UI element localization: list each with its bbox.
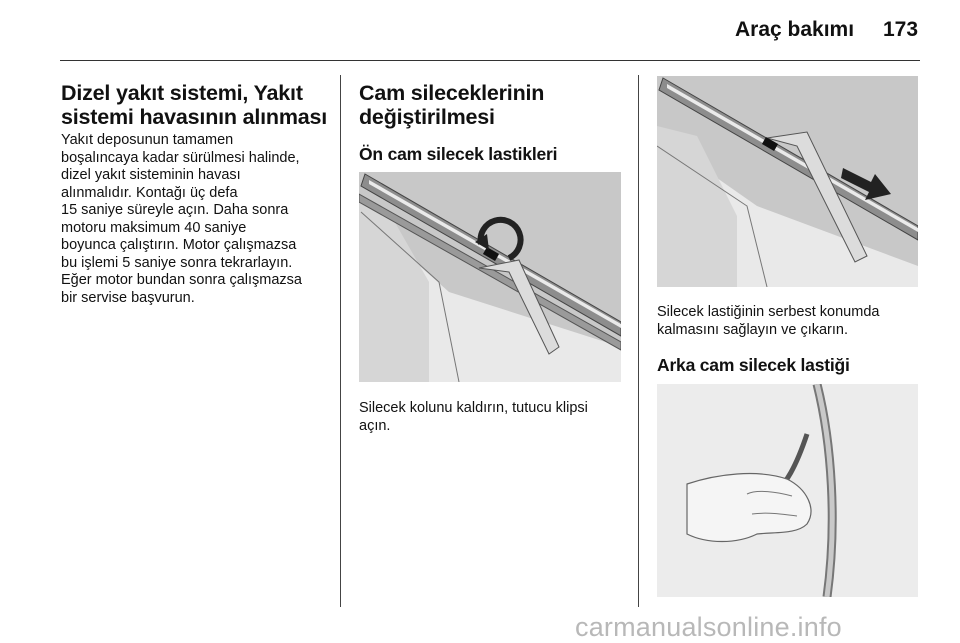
- body-line: boşalıncaya kadar sürülmesi halinde,: [61, 149, 300, 166]
- body-line: bu işlemi 5 saniye sonra tekrarlayın.: [61, 254, 293, 271]
- caption-line: Silecek kolunu kaldırın, tutucu klipsi: [359, 400, 588, 416]
- heading-line: Dizel yakıt sistemi, Yakıt: [61, 81, 303, 105]
- heading-line: sistemi havasının alınması: [61, 105, 328, 129]
- body-line: dizel yakıt sisteminin havası: [61, 167, 241, 183]
- page-number: 173: [883, 18, 919, 41]
- body-line: Eğer motor bundan sonra çalışmazsa: [61, 272, 302, 288]
- header-divider: [60, 60, 920, 61]
- body-line: Yakıt deposunun tamamen: [61, 132, 234, 148]
- rear-wiper-subheading: Arka cam silecek lastiği: [657, 355, 850, 375]
- diesel-fuel-body: [61, 132, 302, 307]
- wiper-replacement-heading: [359, 81, 544, 129]
- diesel-fuel-heading: [61, 81, 327, 129]
- heading-line: değiştirilmesi: [359, 105, 495, 129]
- heading-line: Cam sileceklerinin: [359, 81, 545, 105]
- column-divider-1: [340, 75, 341, 607]
- rear-wiper-figure: [657, 384, 918, 597]
- body-line: bir servise başvurun.: [61, 289, 195, 306]
- caption-line: Silecek lastiğinin serbest konumda: [657, 304, 880, 320]
- body-line: alınmalıdır. Kontağı üç defa: [61, 184, 238, 201]
- body-line: 15 saniye süreyle açın. Daha sonra: [61, 202, 289, 218]
- front-wiper-caption-1: [359, 400, 588, 435]
- watermark: carmanualsonline.info: [575, 612, 842, 642]
- front-wiper-figure-2: [657, 76, 918, 287]
- section-title: Araç bakımı: [735, 18, 855, 41]
- body-line: boyunca çalıştırın. Motor çalışmazsa: [61, 237, 297, 253]
- front-wiper-caption-2: [657, 304, 879, 339]
- front-wiper-figure-1: [359, 172, 621, 382]
- body-line: motoru maksimum 40 saniye: [61, 219, 247, 236]
- front-wiper-subheading: Ön cam silecek lastikleri: [359, 144, 558, 164]
- caption-line: kalmasını sağlayın ve çıkarın.: [657, 321, 848, 338]
- column-divider-2: [638, 75, 639, 607]
- caption-line: açın.: [359, 417, 391, 434]
